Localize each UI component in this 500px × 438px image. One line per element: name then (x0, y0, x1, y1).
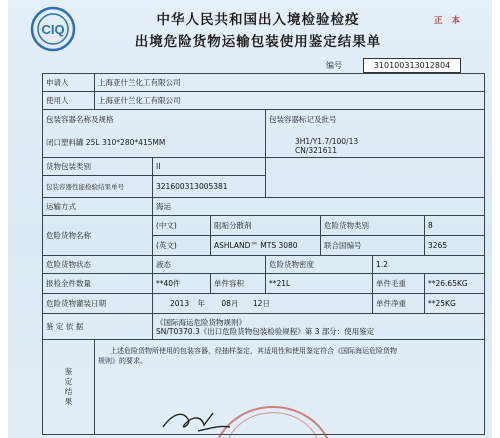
fill-year: 2013 (170, 299, 190, 308)
pieces-value: **40件 (153, 274, 211, 294)
dg-density-label: 危险货物密度 (266, 256, 373, 274)
fill-date-value (153, 294, 373, 314)
net-weight-label: 单件净重 (373, 294, 425, 314)
result-label-cell (43, 340, 95, 435)
unit-capacity-label: 单件容积 (211, 274, 266, 294)
perf-cert-value: 321600313005381 (153, 176, 266, 198)
original-mark: 正 本 (434, 16, 463, 26)
basis-line1: 《国际海运危险货物规则》 (156, 317, 246, 327)
goods-pkg-class-value: II (153, 158, 266, 176)
container-mark-value1: 3H1/Y1.7/100/13 (295, 137, 359, 146)
container-name-value: 闭口塑料罐 25L 310*280*415MM (46, 138, 166, 147)
serial-label: 编号 (326, 61, 342, 70)
cn-value: 阻垢分散剂 (211, 216, 321, 236)
un-label: 联合国编号 (321, 236, 425, 256)
dg-state-label: 危险货物状态 (43, 256, 153, 274)
basis-value (153, 314, 485, 340)
perf-cert-label: 包装容器性能检验结果单号 (43, 176, 153, 198)
signature (158, 405, 238, 435)
transport-label: 运输方式 (43, 198, 153, 216)
basis-label: 鉴 定 依 据 (43, 314, 153, 340)
transport-value: 海运 (153, 198, 485, 216)
container-name-label: 包装容器名称及规格 (46, 115, 114, 124)
applicant-value: 上海亚什兰化工有限公司 (95, 74, 485, 92)
dg-class-value: 8 (425, 216, 485, 236)
year-unit: 年 (197, 299, 205, 308)
applicant-label: 申请人 (43, 74, 95, 92)
document-title-line2: 出境危险货物运输包装使用鉴定结果单 (134, 34, 382, 50)
blank-cell-right (266, 158, 485, 198)
result-text-line2: 规则》的要求。 (98, 357, 147, 365)
fill-day: 12日 (252, 299, 270, 308)
dg-density-value: 1.2 (373, 256, 485, 274)
user-label: 使用人 (43, 92, 95, 110)
pieces-label: 报检全件数量 (43, 274, 153, 294)
fill-month: 08月 (221, 299, 239, 308)
container-mark-label: 包装容器标记及批号 (269, 115, 337, 124)
unit-capacity-value: **21L (266, 274, 373, 294)
container-mark-cell (266, 110, 485, 158)
net-weight-value: **25KG (425, 294, 485, 314)
en-value: ASHLAND™ MTS 3080 (211, 236, 321, 256)
certificate-document (8, 0, 492, 438)
svg-text:CIQ: CIQ (41, 22, 65, 37)
document-title-line1: 中华人民共和国出入境检验检疫 (156, 12, 360, 28)
serial-number: 310100313012804 (363, 58, 461, 73)
cn-label: (中文) (153, 216, 211, 236)
fill-date-label: 危险货物灌装日期 (43, 294, 153, 314)
result-text-line1: 上述危险货物所使用的包装容器，经抽样鉴定，其适用性和使用鉴定符合《国际海运危险货物 (110, 347, 397, 355)
user-value: 上海亚什兰化工有限公司 (95, 92, 485, 110)
result-label: 鉴定结果 (64, 367, 73, 406)
gross-weight-value: **26.65KG (425, 274, 485, 294)
dg-name-label: 危险货物名称 (43, 216, 153, 256)
dg-state-value: 液态 (153, 256, 266, 274)
basis-line2: SN/T0370.3《出口危险货物包装检验规程》第 3 部分：使用鉴定 (156, 326, 375, 336)
en-label: (英文) (153, 236, 211, 256)
gross-weight-label: 单件毛重 (373, 274, 425, 294)
goods-pkg-class-label: 货物包装类别 (43, 158, 153, 176)
un-value: 3265 (425, 236, 485, 256)
container-name-cell (43, 110, 266, 158)
container-mark-value2: CN/321611 (295, 146, 338, 155)
dg-class-label: 危险货物类别 (321, 216, 425, 236)
ciq-logo (30, 6, 76, 52)
